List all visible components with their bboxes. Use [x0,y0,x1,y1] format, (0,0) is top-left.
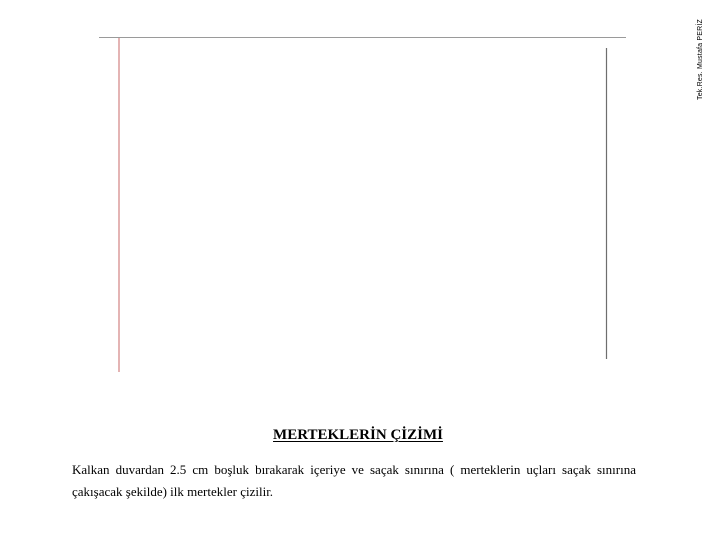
section-heading-text: MERTEKLERİN ÇİZİMİ [273,427,443,443]
author-credit-text: Tek.Res. Mustafa PERİZ [697,18,704,100]
instruction-paragraph: Kalkan duvardan 2.5 cm boşluk bırakarak içeriye ve saçak sınırına ( merteklerin uçları saçak sınırına çakışacak şekilde) ilk mertekler çizilir. [72,462,636,499]
section-heading [0,427,720,444]
